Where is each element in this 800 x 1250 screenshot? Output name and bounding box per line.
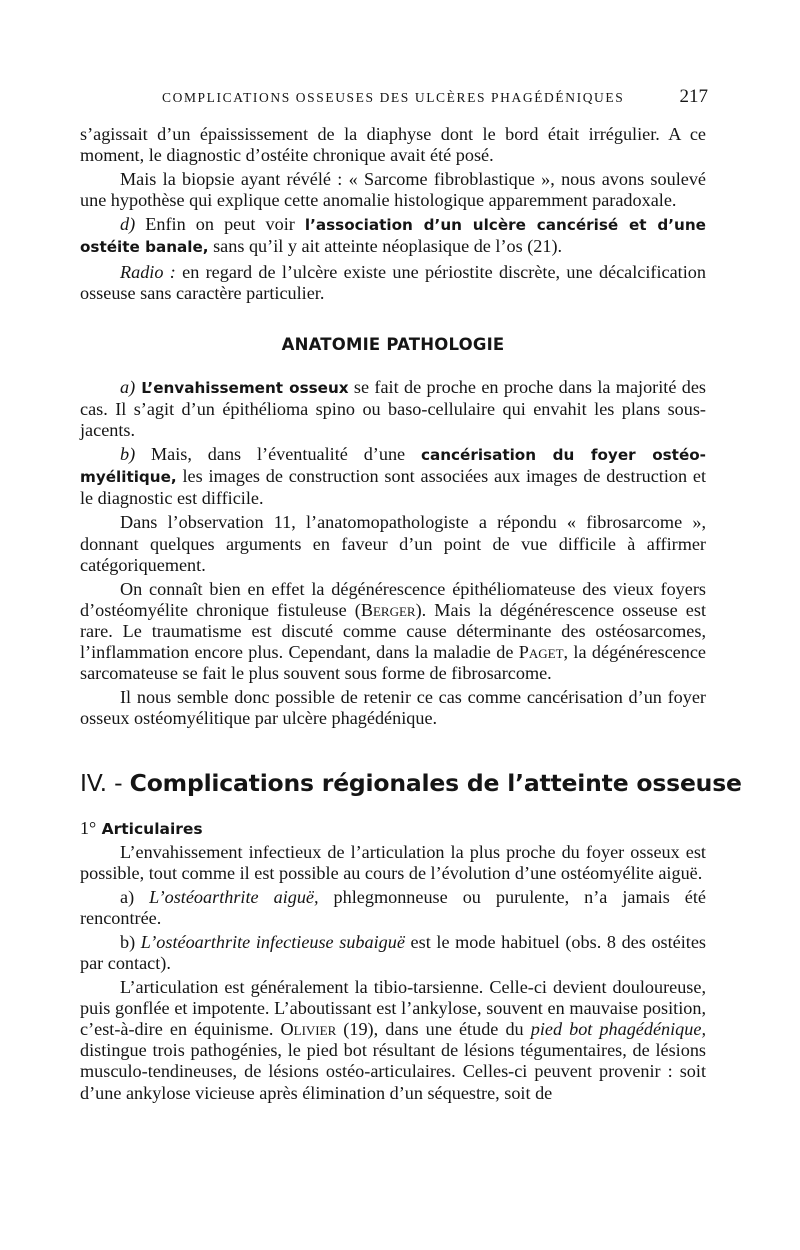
emphasis-italic: pied bot phagédénique, [530, 1019, 706, 1040]
author-name: Paget [518, 641, 564, 662]
item-marker: a) [120, 376, 136, 397]
page-number: 217 [679, 86, 708, 107]
paragraph-radio: Radio : en regard de l’ulcère existe une périostite discrète, une décalcification osseuse sans caractère particulier. [80, 261, 706, 303]
paragraph-continuation: s’agissait d’un épaississement de la diaphyse dont le bord était irrégulier. A ce moment, le diagnostic d’ostéite chronique avait été posé. [80, 124, 706, 166]
running-title: COMPLICATIONS OSSEUSES DES ULCÈRES PHAGÉDÉNIQUES [162, 90, 625, 105]
paragraph-observation: Dans l’observation 11, l’anatomopathologiste a répondu « fibrosarcome », donnant quelques arguments en faveur d’un point de vue difficile à affirmer catégoriquement. [80, 512, 706, 575]
paragraph-degenerescence: On connaît bien en effet la dégénérescence épithéliomateuse des vieux foyers d’ostéomyélite chronique fistuleuse (Berger). Mais la dégénérescence osseuse est rare. Le traumatisme est discuté comme cause déterminante des ostéosarcomes, l’inflammation encore plus. Cependant, dans la maladie de Paget, la dégénérescence sarcomateuse se fait le plus souvent sous forme de fibrosarcome. [80, 578, 706, 684]
item-marker: b) [120, 444, 136, 465]
emphasis-text: cancérisation du foyer ostéo-myélitique, [80, 446, 706, 487]
subheading-title: Articulaires [101, 820, 203, 839]
emphasis-italic: L’ostéoarthrite infectieuse subaiguë [140, 931, 405, 952]
paragraph-item-b: b) Mais, dans l’éventualité d’une cancérisation du foyer ostéo-myélitique, les images de construction sont associées aux images de destruction et le diagnostic est difficile. [80, 444, 706, 509]
paragraph-item-a-aigue: a) L’ostéoarthrite aiguë, phlegmonneuse ou purulente, n’a jamais été rencontrée. [80, 886, 707, 928]
section-heading-anatomie: ANATOMIE PATHOLOGIE [281, 334, 505, 354]
running-header [162, 86, 708, 108]
paragraph-articulation: L’articulation est généralement la tibio-tarsienne. Celle-ci devient douloureuse, puis gonflée et impotente. L’aboutissant est l’ankylose, souvent en mauvaise position, c’est-à-dire en équinisme. Olivier (19), dans une étude du pied bot phagédénique, distingue trois pathogénies, le pied bot résultant de lésions tégumentaires, de lésions musculo-tendineuses, de lésions ostéo-articulaires. Celles-ci peuvent provenir : soit d’une ankylose vicieuse après élimination d’un séquestre, soit de [80, 977, 706, 1103]
paragraph-conclusion: Il nous semble donc possible de retenir ce cas comme cancérisation d’un foyer osseux ostéomyélitique par ulcère phagédénique. [80, 687, 706, 729]
subheading-articulaires [80, 818, 706, 840]
paragraph-envahissement: L’envahissement infectieux de l’articulation la plus proche du foyer osseux est possible, tout comme il est possible au cours de l’évolution d’une ostéomyélite aiguë. [80, 841, 706, 883]
paragraph-item-b-subaigue: b) L’ostéoarthrite infectieuse subaiguë est le mode habituel (obs. 8 des ostéites par contact). [80, 931, 706, 973]
subheading-number: 1° [80, 818, 97, 839]
author-name: Berger [360, 599, 416, 620]
paragraph-item-a: a) L’envahissement osseux se fait de proche en proche dans la majorité des cas. Il s’agit d’un épithélioma spino ou baso-cellulaire qui envahit les plans sous-jacents. [80, 376, 706, 441]
item-marker: a) [120, 886, 135, 907]
emphasis-text: L’envahissement osseux [135, 378, 349, 397]
chapter-number: IV. - [80, 769, 130, 798]
paragraph-biopsy: Mais la biopsie ayant révélé : « Sarcome fibroblastique », nous avons soulevé une hypothèse qui explique cette anomalie histologique apparemment paradoxale. [80, 169, 706, 211]
emphasis-italic: L’ostéoarthrite aiguë, [149, 886, 319, 907]
emphasis-text: l’association d’un ulcère cancérisé et d’une ostéite banale, [80, 216, 706, 257]
item-marker: b) [120, 931, 136, 952]
page-body [80, 124, 742, 1107]
chapter-title: Complications régionales de l’atteinte osseuse [129, 769, 742, 798]
chapter-heading [80, 769, 742, 798]
item-marker: d) [120, 214, 136, 235]
paragraph-item-d: d) Enfin on peut voir l’association d’un ulcère cancérisé et d’une ostéite banale, sans qu’il y ait atteinte néoplasique de l’os (21). [80, 214, 706, 257]
author-name: Olivier [280, 1019, 337, 1040]
radio-label: Radio : [120, 261, 176, 282]
